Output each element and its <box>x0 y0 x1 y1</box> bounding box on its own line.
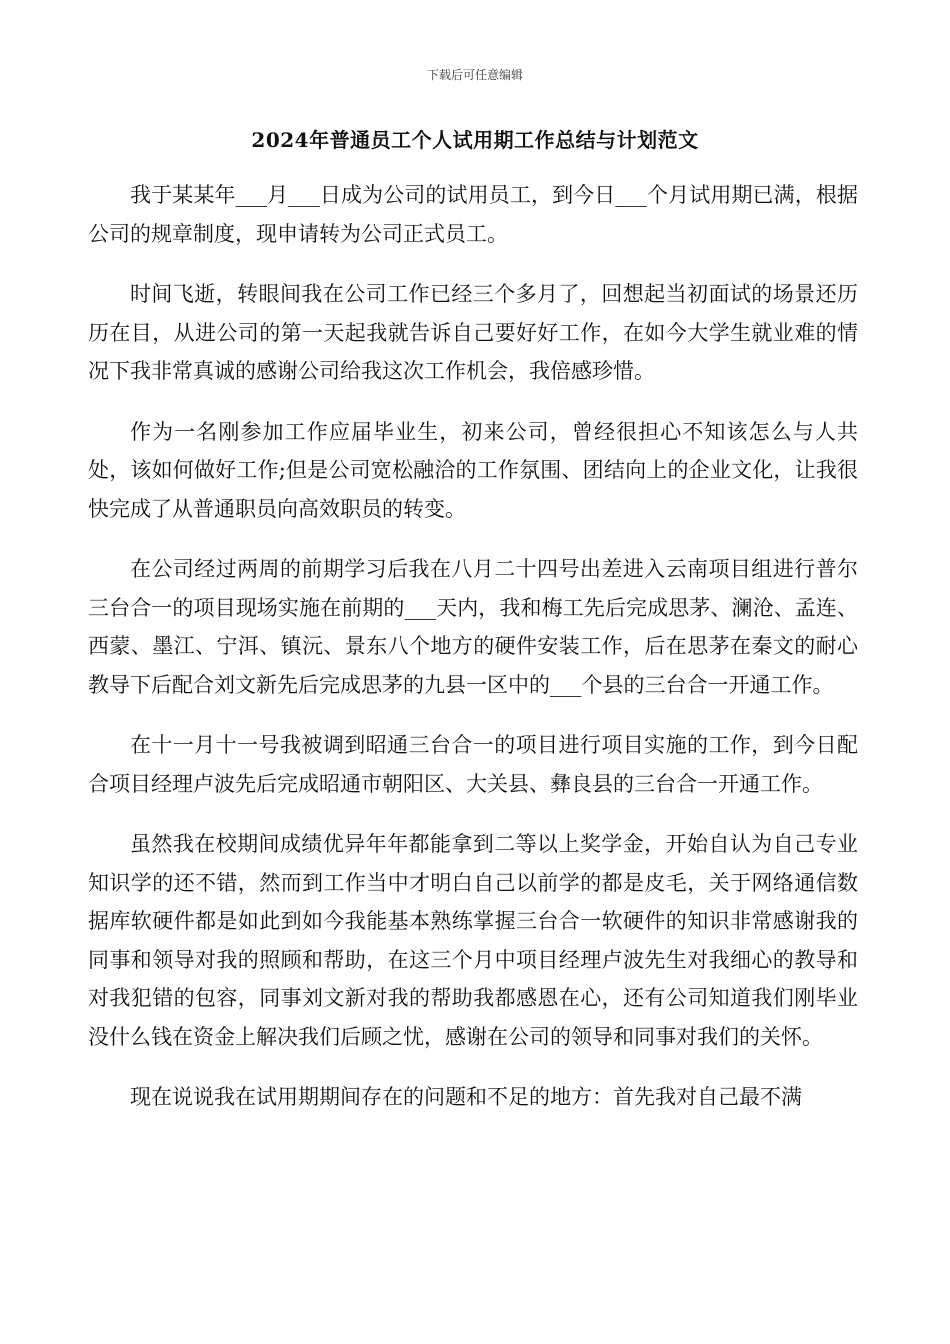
paragraph-3: 作为一名刚参加工作应届毕业生，初来公司，曾经很担心不知该怎么与人共处，该如何做好工作;但是公司宽松融洽的工作氛围、团结向上的企业文化，让我很快完成了从普通职员向高效职员的转变。 <box>88 419 858 521</box>
document-body <box>88 176 858 1139</box>
paragraph-7: 现在说说我在试用期期间存在的问题和不足的地方：首先我对自己最不满 <box>130 1085 802 1109</box>
paragraph-6: 虽然我在校期间成绩优异年年都能拿到二等以上奖学金，开始自认为自己专业知识学的还不错，然而到工作当中才明白自己以前学的都是皮毛，关于网络通信数据库软硬件都是如此到如今我能基本熟练掌握三台合一软硬件的知识非常感谢我的同事和领导对我的照顾和帮助，在这三个月中项目经理卢波先生对我细心的教导和对我犯错的包容，同事刘文新对我的帮助我都感恩在心，还有公司知道我们刚毕业没什么钱在资金上解决我们后顾之忧，感谢在公司的领导和同事对我们的关怀。 <box>88 832 858 1049</box>
paragraph-1: 我于某某年___月___日成为公司的试用员工，到今日___个月试用期已满，根据公司的规章制度，现申请转为公司正式员工。 <box>88 183 858 246</box>
paragraph-4: 在公司经过两周的前期学习后我在八月二十四号出差进入云南项目组进行普尔三台合一的项目现场实施在前期的___天内，我和梅工先后完成思茅、澜沧、孟连、西蒙、墨江、宁洱、镇沅、景东八个地方的硬件安装工作，后在思茅在秦文的耐心教导下后配合刘文新先后完成思茅的九县一区中的___个县的三台合一开通工作。 <box>88 557 858 697</box>
paragraph-5: 在十一月十一号我被调到昭通三台合一的项目进行项目实施的工作，到今日配合项目经理卢波先后完成昭通市朝阳区、大关县、彝良县的三台合一开通工作。 <box>88 733 858 796</box>
header-note: 下载后可任意编辑 <box>426 68 523 82</box>
paragraph-2: 时间飞逝，转眼间我在公司工作已经三个多月了，回想起当初面试的场景还历历在目，从进公司的第一天起我就告诉自己要好好工作，在如今大学生就业难的情况下我非常真诚的感谢公司给我这次工作机会，我倍感珍惜。 <box>88 282 858 383</box>
document-title: 2024年普通员工个人试用期工作总结与计划范文 <box>251 128 699 152</box>
